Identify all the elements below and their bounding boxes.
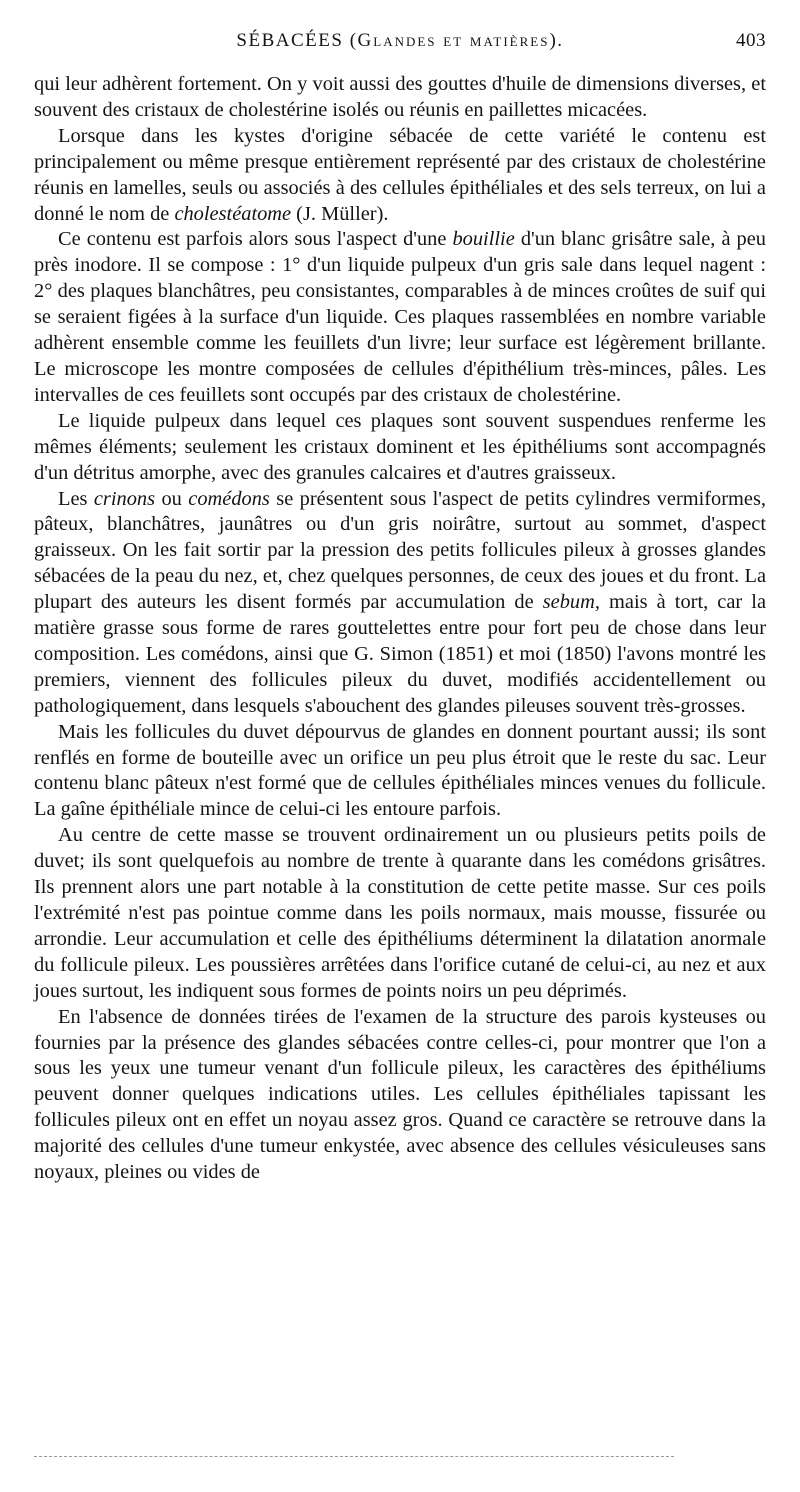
body-text <box>34 72 766 1186</box>
italic-term: bouillie <box>452 228 515 251</box>
text-run: ou <box>155 487 189 510</box>
running-head <box>34 30 766 54</box>
footnote-rule <box>34 1456 674 1457</box>
paragraph <box>34 487 766 720</box>
paragraph <box>34 227 766 408</box>
text-run: Ce contenu est parfois alors sous l'aspect d'une <box>58 228 453 251</box>
paragraph <box>34 72 766 124</box>
italic-term: crinons <box>93 487 156 510</box>
paragraph <box>34 720 766 824</box>
text-run: Mais les follicules du duvet dépourvus de glandes en donnent pourtant aussi; ils sont renflés en forme de bouteille avec un orifice un peu plus étroit que le reste du sac. Leur contenu blanc pâteux n'est formé que de cellules épithéliales minces venues du follicule. La gaîne épithéliale mince de celui-ci les entoure parfois. <box>34 720 766 821</box>
italic-term: sebum, <box>542 591 600 614</box>
text-run: mais à tort, car la matière grasse sous forme de rares gouttelettes entre pour fort peu de chose dans leur composition. Les comédons, ainsi que G. Simon (1851) et moi (1850) l'avons montré les premiers, viennent des follicules pileux du duvet, modifiés accidentellement ou pathologiquement, dans lesquels s'abouchent des glandes pileuses souvent très-grosses. <box>34 591 766 717</box>
paragraph <box>34 124 766 228</box>
text-run: Au centre de cette masse se trouvent ordinairement un ou plusieurs petits poils de duvet; ils sont quelquefois au nombre de trente à quarante dans les comédons grisâtres. Ils prennent alors une part notable à la constitution de cette petite masse. Sur ces poils l'extrémité n'est pas pointue comme dans les poils normaux, mais mousse, fissurée ou arrondie. Leur accumulation et celle des épithéliums déterminent la dilatation anormale du follicule pileux. Les poussières arrêtées dans l'orifice cutané de celui-ci, au nez et aux joues surtout, les indiquent sous formes de points noirs un peu déprimés. <box>34 824 766 1002</box>
text-run: d'un blanc grisâtre sale, à peu près inodore. Il se compose : 1° d'un liquide pulpeux d'un gris sale dans lequel nagent : 2° des plaques blanchâtres, peu consistantes, comparables à de minces croûtes de suif qui se seraient figées à la surface d'un liquide. Ces plaques rassemblées en nombre variable adhèrent ensemble comme les feuillets d'un livre; leur surface est légèrement brillante. Le microscope les montre composées de cellules d'épithélium très-minces, pâles. Les intervalles de ces feuillets sont occupés par des cristaux de cholestérine. <box>34 228 767 406</box>
text-run: (J. Müller). <box>291 202 389 225</box>
paragraph <box>34 409 766 487</box>
paragraph <box>34 823 766 1004</box>
text-run: Le liquide pulpeux dans lequel ces plaques sont souvent suspendues renferme les mêmes éléments; seulement les cristaux dominent et les épithéliums sont accompagnés d'un détritus amorphe, avec des granules calcaires et d'autres graisseux. <box>34 409 766 484</box>
text-run: En l'absence de données tirées de l'examen de la structure des parois kysteuses ou fournies par la présence des glandes sébacées contre celles-ci, pour montrer que l'on a sous les yeux une tumeur venant d'un follicule pileux, les caractères des épithéliums peuvent donner quelques indications utiles. Les cellules épithéliales tapissant les follicules pileux ont en effet un noyau assez gros. Quand ce caractère se retrouve dans la majorité des cellules d'une tumeur enkystée, avec absence des cellules vésiculeuses sans noyaux, pleines ou vides de <box>34 1005 766 1184</box>
text-run: Lorsque dans les kystes d'origine sébacée de cette variété le contenu est principalement ou même presque entièrement représenté par des cristaux de cholestérine réunis en lamelles, seuls ou associés à des cellules épithéliales et des sels terreux, on lui a donné le nom de <box>34 124 766 225</box>
text-run: qui leur adhèrent fortement. On y voit aussi des gouttes d'huile de dimensions diverses, et souvent des cristaux de cholestérine isolés ou réunis en paillettes micacées. <box>34 73 766 121</box>
page-number: 403 <box>736 30 766 51</box>
italic-term: comédons <box>188 487 270 510</box>
running-title: SÉBACÉES (Glandes et matières). <box>236 30 564 51</box>
paragraph <box>34 1005 766 1186</box>
italic-term: cholestéatome <box>174 202 292 225</box>
text-run: Les <box>58 487 94 510</box>
running-title-small-caps: Glandes et matières <box>357 30 550 51</box>
text-run: se présentent sous l'aspect de petits cylindres vermiformes, pâteux, blanchâtres, jaunâtres ou d'un gris noirâtre, surtout au sommet, d'aspect graisseux. On les fait sortir par la pression des petits follicules pileux à grosses glandes sébacées de la peau du nez, et, chez quelques personnes, de ceux des joues et du front. La plupart des auteurs les disent formés par accumulation de <box>34 487 766 614</box>
